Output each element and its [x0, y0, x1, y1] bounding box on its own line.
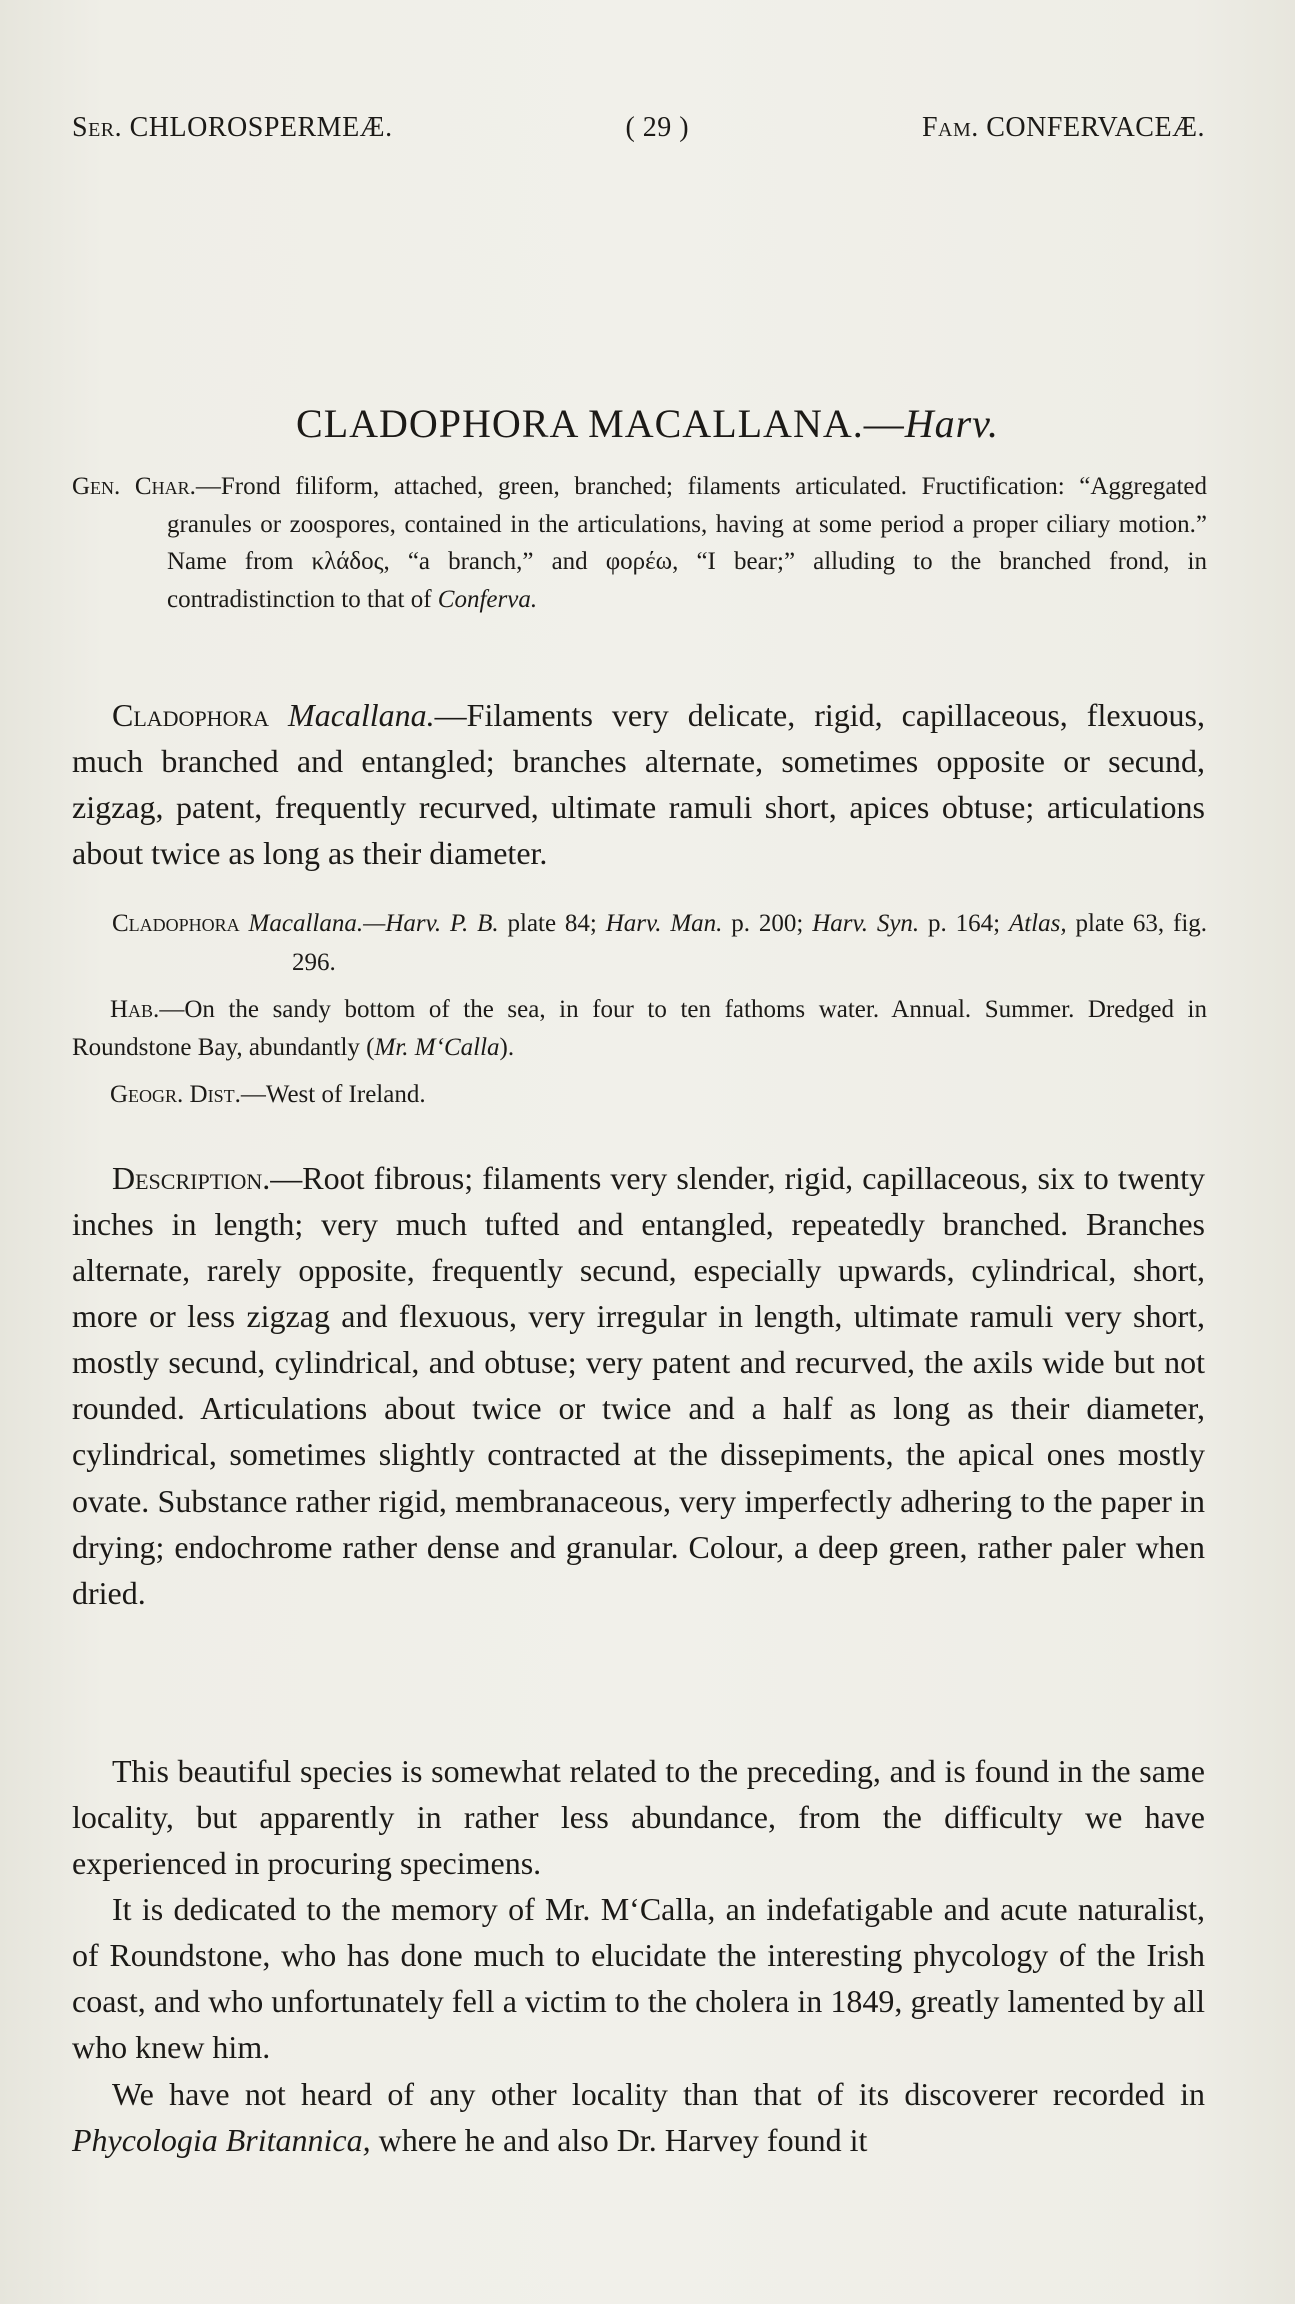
paragraph-3-book-title: Phycologia Britannica, [72, 2121, 371, 2158]
species-title-name: CLADOPHORA MACALLANA.— [296, 401, 905, 446]
synonymy-text-3: p. 164; [919, 910, 1009, 937]
distribution-label: Geogr. Dist. [110, 1081, 241, 1108]
diagnosis-genus: Cladophora [112, 697, 270, 733]
synonymy-ref-3: Harv. Syn. [812, 910, 920, 937]
diagnosis-text: —Filaments very delicate, rigid, capillaceous, flexuous, much branched and entangled; branches alternate, sometimes opposite or secund, zigzag, patent, frequently recurved, ultimate ramuli short, apices obtuse; articulations about twice as long as their diameter. [72, 697, 1206, 872]
species-title-authority: Harv. [904, 401, 999, 446]
generic-character [72, 468, 1207, 618]
habitat-close: ). [499, 1034, 515, 1062]
distribution-text: —West of Ireland. [240, 1081, 426, 1108]
commentary-block [72, 1748, 1205, 2163]
distribution [72, 1076, 1207, 1115]
synonymy-text-1: plate 84; [498, 910, 606, 937]
synonymy-text-2: p. 200; [722, 910, 813, 937]
species-diagnosis [72, 692, 1205, 876]
synonymy-block [72, 905, 1207, 1123]
header-family: Fam. CONFERVACEÆ. [921, 112, 1205, 143]
description-text: —Root fibrous; filaments very slender, rigid, capillaceous, six to twenty inches in length; very much tufted and entangled, repeatedly branched. Branches alternate, rarely opposite, frequently secund, especially upwards, cylindrical, short, more or less zigzag and flexuous, very irregular in length, ultimate ramuli very short, mostly secund, cylindrical, and obtuse; very patent and recurved, the axils wide but not rounded. Articulations about twice or twice and a half as long as their diameter, cylindrical, sometimes slightly contracted at the dissepiments, the apical ones mostly ovate. Substance rather rigid, membranaceous, very imperfectly adhering to the paper in drying; endochrome rather dense and granular. Colour, a deep green, rather paler when dried. [72, 1160, 1205, 1611]
synonymy-genus: Cladophora [112, 910, 240, 937]
synonymy-ref-4: Atlas, [1008, 910, 1067, 937]
paragraph-3-text-a: We have not heard of any other locality than that of its discoverer recorded in [112, 2075, 1205, 2112]
header-series: Ser. CHLOROSPERMEÆ. [72, 112, 393, 143]
generic-character-label: Gen. Char. [72, 473, 196, 500]
diagnosis-epithet: Macallana. [288, 697, 435, 733]
description-block [72, 1155, 1205, 1616]
species-title [0, 400, 1295, 447]
synonymy [72, 905, 1207, 983]
paragraph-3 [72, 2071, 1205, 2163]
habitat-text: —On the sandy bottom of the sea, in four to ten fathoms water. Annual. Summer. Dredged in Roundstone Bay, abundantly ( [72, 995, 1207, 1062]
habitat-label: Hab. [110, 995, 160, 1023]
habitat-source: Mr. M‘Calla [374, 1034, 500, 1062]
paragraph-3-text-c: where he and also Dr. Harvey found it [370, 2121, 868, 2158]
page-number: ( 29 ) [625, 112, 690, 143]
generic-character-text: —Frond filiform, attached, green, branched; filaments articulated. Fructification: “Aggregated granules or zoospores, contained in the articulations, having at some period a proper ciliary motion.” Name from κλάδος, “a branch,” and φορέω, “I bear;” alluding to the branched frond, in contradistinction to that of [167, 473, 1207, 613]
generic-character-conferva: Conferva. [437, 585, 538, 613]
synonymy-ref-2: Harv. Man. [605, 910, 723, 937]
description-label: Description. [112, 1160, 271, 1196]
paragraph-2: It is dedicated to the memory of Mr. M‘Calla, an indefatigable and acute naturalist, of Roundstone, who has done much to elucidate the interesting phycology of the Irish coast, and who unfortunately fell a victim to the cholera in 1849, greatly lamented by all who knew him. [72, 1891, 1205, 2066]
running-header [72, 112, 1205, 144]
habitat [72, 991, 1207, 1069]
synonymy-ref-1: Macallana.—Harv. P. B. [248, 910, 499, 937]
synonymy-text-4: plate 63, fig. 296. [292, 910, 1208, 976]
paragraph-1: This beautiful species is somewhat related to the preceding, and is found in the same locality, but apparently in rather less abundance, from the difficulty we have experienced in procuring specimens. [72, 1753, 1205, 1882]
